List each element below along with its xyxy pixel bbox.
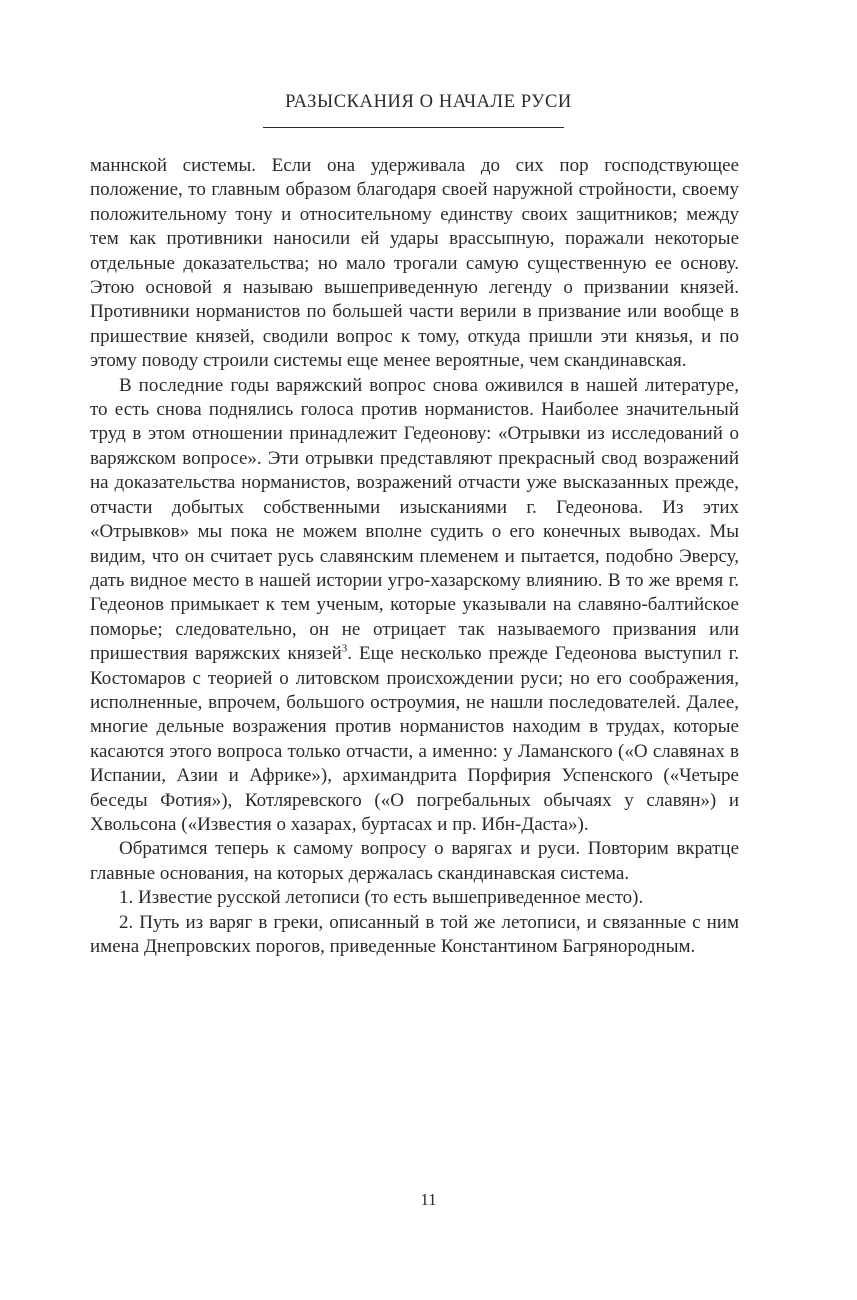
paragraph-continuation: маннской системы. Если она удерживала до сих пор господствующее положение, то главным образом благодаря своей наружной стройности, своему положительному тону и относительному единству своих защитников; между тем как противники наносили ей удары врассыпную, поражали некоторые отдельные доказательства; но мало трогали самую существенную ее основу. Этою основой я называю вышеприведенную легенду о призвании князей. Противники норманистов по большей части верили в призвание или вообще в пришествие князей, сводили вопрос к тому, откуда пришли эти князья, и по этому поводу строили системы еще менее вероятные, чем скандинавская.	[90, 155, 739, 372]
paragraph-text-part: . Еще несколько прежде Гедеонова выступил г. Костомаров с теорией о литовском происхождении руси; но его соображения, исполненные, впрочем, большого остроумия, не нашли последователей. Далее, многие дельные возражения против норманистов находим в трудах, которые касаются этого вопроса только отчасти, а именно: у Ламанского («О славянах в Испании, Азии и Африке»), архимандрита Порфирия Успенского («Четыре беседы Фотия»), Котляревского («О погребальных обычаях у славян») и Хвольсона («Известия о хазарах, буртасах и пр. Ибн-Даста»).	[90, 643, 740, 835]
running-title: РАЗЫСКАНИЯ О НАЧАЛЕ РУСИ	[285, 92, 572, 112]
body-text	[90, 154, 739, 959]
numbered-point-1: 1. Известие русской летописи (то есть вышеприведенное место).	[119, 887, 644, 909]
paragraph-turn-to-question: Обратимся теперь к самому вопросу о варягах и руси. Повторим вкратце главные основания, на которых держалась скандинавская система.	[90, 838, 739, 884]
paragraph-recent-years	[90, 374, 739, 838]
footnote-marker: 3	[341, 642, 348, 655]
page-number: 11	[420, 1190, 437, 1209]
header-rule	[263, 127, 564, 128]
paragraph-text-part: В последние годы варяжский вопрос снова оживился в нашей литературе, то есть снова поднялись голоса против норманистов. Наиболее значительный труд в этом отношении принадлежит Гедеонову: «Отрывки из исследований о варяжском вопросе». Эти отрывки представляют прекрасный свод возражений на доказательства норманистов, возражений отчасти уже высказанных прежде, отчасти добытых собственными изысканиями г. Гедеонова. Из этих «Отрывков» мы пока не можем вполне судить о его конечных выводах. Мы видим, что он считает русь славянским племенем и пытается, подобно Эверсу, дать видное место в нашей истории угро-хазарскому влиянию. В то же время г. Гедеонов примыкает к тем ученым, которые указывали на славяно-балтийское поморье; следовательно, он не отрицает так называемого призвания или пришествия варяжских князей	[90, 374, 739, 665]
numbered-point-2: 2. Путь из варяг в греки, описанный в той же летописи, и связанные с ним имена Днепровских порогов, приведенные Константином Багрянородным.	[90, 911, 739, 957]
